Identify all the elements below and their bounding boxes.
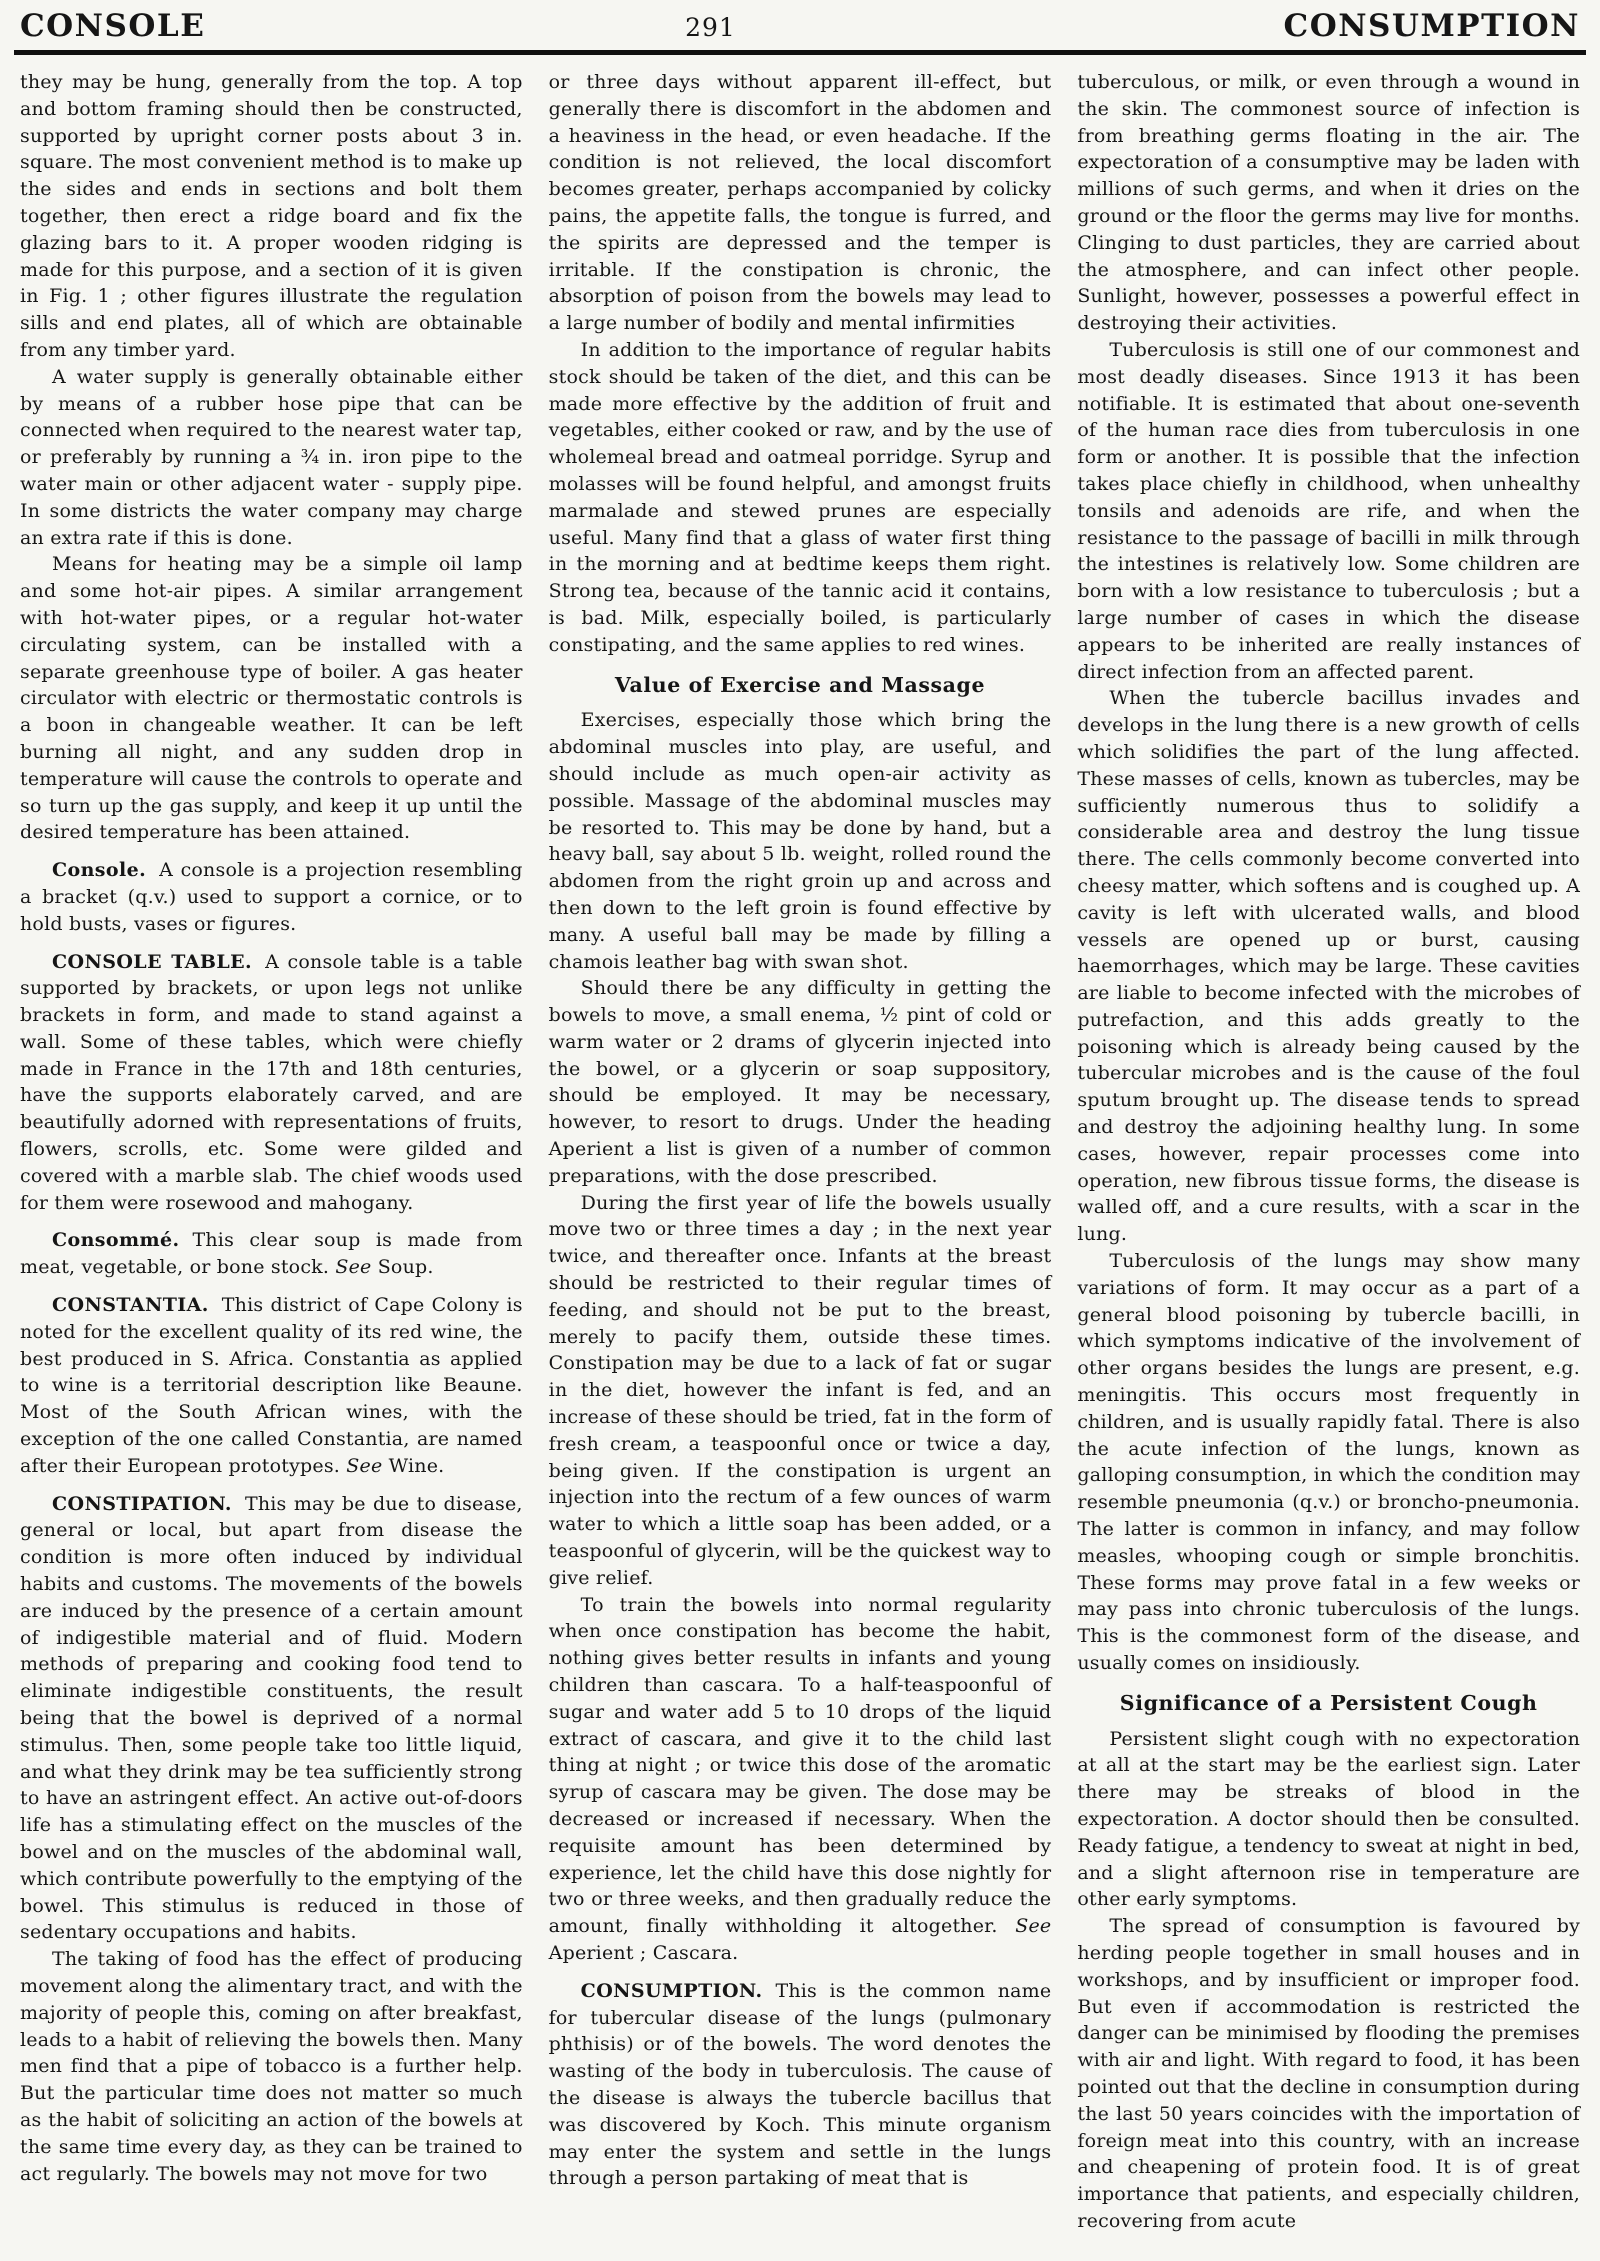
running-head <box>14 6 1586 44</box>
paragraph: Should there be any difficulty in getting the bowels to move, a small enema, ½ pint of cold or warm water or 2 drams of glycerin injected into the bowel, or a glycerin or soap suppository, should be employed. It may be necessary, however, to resort to drugs. Under the heading Aperient a list is given of a number of common preparations, with the dose prescribed. <box>548 977 1052 1187</box>
column-2 <box>549 69 1052 2235</box>
paragraph: Tuberculosis of the lungs may show many variations of form. It may occur as a part of a general blood poisoning by tubercle bacilli, in which symptoms indicative of the involvement of other organs besides the lungs are present, e.g. meningitis. This occurs most frequently in children, and is usually rapidly fatal. There is also the acute infection of the lungs, known as galloping consumption, in which the condition may resemble pneumonia (q.v.) or broncho-pneumonia. The latter is common in infancy, and may follow measles, whooping cough or simple bronchitis. These forms may prove fatal in a few weeks or may pass into chronic tuberculosis of the lungs. This is the commonest form of the disease, and usually comes on insidiously. <box>1077 1250 1581 1675</box>
entry-paragraph: Consommé. This clear soup is made from meat, vegetable, or bone stock. See Soup. <box>20 1229 523 1279</box>
entry-paragraph: Console. A console is a projection resembling a bracket (q.v.) used to support a cornice, or to hold busts, vases or figures. <box>20 859 523 935</box>
entry-paragraph: CONSTIPATION. This may be due to disease, general or local, but apart from disease the condition is more often induced by individual habits and customs. The movements of the bowels are induced by the presence of a certain amount of indigestible material and of fluid. Modern methods of preparing and cooking food tend to eliminate indigestible constituents, the result being that the bowel is deprived of a normal stimulus. Then, some people take too little liquid, and what they drink may be tea sufficiently strong to have an astringent effect. An active out-of-doors life has a stimulating effect on the muscles of the bowel and on the muscles of the abdominal wall, which contribute powerfully to the emptying of the bowel. This stimulus is reduced in those of sedentary occupations and habits. <box>20 1492 523 1944</box>
paragraph: Tuberculosis is still one of our commonest and most deadly diseases. Since 1913 it has been notifiable. It is estimated that about one-seventh of the human race dies from tuberculosis in one form or another. It is possible that the infection takes place chiefly in childhood, when unhealthy tonsils and adenoids are rife, and when the resistance to the passage of bacilli in milk through the intestines is relatively low. Some children are born with a low resistance to tuberculosis ; but a large number of cases in which the disease appears to be inherited are really instances of direct infection from an affected parent. <box>1077 338 1581 683</box>
paragraph: To train the bowels into normal regularity when once constipation has become the habit, nothing gives better results in infants and young children than cascara. To a half-teaspoonful of sugar and water add 5 to 10 drops of the liquid extract of cascara, and give it to the child last thing at night ; or twice this dose of the aromatic syrup of cascara may be given. The dose may be decreased or increased if necessary. When the requisite amount has been determined by experience, let the child have this dose nightly for two or three weeks, and then gradually reduce the amount, finally withholding it altogether. See Aperient ; Cascara. <box>548 1593 1052 1964</box>
entry-term: Consommé. <box>52 1229 180 1252</box>
entry-term: CONSTANTIA. <box>52 1294 209 1317</box>
paragraph: The taking of food has the effect of producing movement along the alimentary tract, and with the majority of people this, coming on after breakfast, leads to a habit of relieving the bowels then. Many men find that a pipe of tobacco is a further help. But the particular time does not matter so much as the habit of soliciting an action of the bowels at the same time every day, as they can be trained to act regularly. The bowels may not move for two <box>20 1948 523 2185</box>
column-3 <box>1077 69 1580 2235</box>
entry-term: CONSOLE TABLE. <box>52 950 253 973</box>
header-rule <box>14 50 1586 55</box>
entry-term: CONSUMPTION. <box>580 1979 763 2002</box>
entry-term: CONSTIPATION. <box>52 1492 232 1515</box>
page-number: 291 <box>685 13 736 42</box>
section-heading: Significance of a Persistent Cough <box>1119 1690 1538 1715</box>
entry-paragraph: CONSUMPTION. This is the common name for tubercular disease of the lungs (pulmonary phthisis) or of the bowels. The word denotes the wasting of the body in tuberculosis. The cause of the disease is always the tubercle bacillus that was discovered by Koch. This minute organism may enter the system and settle in the lungs through a person partaking of meat that is <box>548 1979 1052 2190</box>
paragraph: they may be hung, generally from the top. A top and bottom framing should then be constructed, supported by upright corner posts about 3 in. square. The most convenient method is to make up the sides and ends in sections and bolt them together, then erect a ridge board and fix the glazing bars to it. A proper wooden ridging is made for this purpose, and a section of it is given in Fig. 1 ; other figures illustrate the regulation sills and end plates, all of which are obtainable from any timber yard. <box>20 71 523 361</box>
paragraph: In addition to the importance of regular habits stock should be taken of the diet, and this can be made more effective by the addition of fruit and vegetables, either cooked or raw, and by the use of wholemeal bread and oatmeal porridge. Syrup and molasses will be found helpful, and amongst fruits marmalade and stewed prunes are especially useful. Many find that a glass of water first thing in the morning and at bedtime keeps them right. Strong tea, because of the tannic acid it contains, is bad. Milk, especially boiled, is particularly constipating, and the same applies to red wines. <box>548 338 1052 656</box>
paragraph: tuberculous, or milk, or even through a wound in the skin. The commonest source of infection is from breathing germs floating in the air. The expectoration of a consumptive may be laden with millions of such germs, and when it dries on the ground or the floor the germs may live for months. Clinging to dust particles, they are carried about the atmosphere, and can infect other people. Sunlight, however, possesses a powerful effect in destroying their activities. <box>1077 71 1581 335</box>
paragraph: The spread of consumption is favoured by herding people together in small houses and in workshops, and by insufficient or improper food. But even if accommodation is restricted the danger can be minimised by flooding the premises with air and light. With regard to food, it has been pointed out that the decline in consumption during the last 50 years coincides with the importation of foreign meat into this country, with an increase and cheapening of protein food. It is of great importance that patients, and especially children, recovering from acute <box>1077 1915 1581 2232</box>
header-right-word: CONSUMPTION <box>1283 8 1580 44</box>
column-1 <box>20 69 523 2235</box>
paragraph: or three days without apparent ill-effect, but generally there is discomfort in the abdomen and a heaviness in the head, or even headache. If the condition is not relieved, the local discomfort becomes greater, perhaps accompanied by colicky pains, the appetite falls, the tongue is furred, and the spirits are depressed and the temper is irritable. If the constipation is chronic, the absorption of poison from the bowels may lead to a large number of bodily and mental infirmities <box>548 71 1052 335</box>
paragraph: When the tubercle bacillus invades and develops in the lung there is a new growth of cells which solidifies the part of the lung affected. These masses of cells, known as tubercles, may be sufficiently numerous thus to solidify a considerable area and destroy the lung tissue there. The cells commonly become converted into cheesy matter, which softens and is coughed up. A cavity is left with ulcerated walls, and blood vessels are opened up or burst, causing haemorrhages, which may be large. These cavities are liable to become infected with the microbes of putrefaction, and this adds greatly to the poisoning which is already being caused by the tubercular microbes and is the cause of the foul sputum brought up. The disease tends to spread and destroy the adjoining healthy lung. In some cases, however, repair processes come into operation, new fibrous tissue forms, the disease is walled off, and a cure results, with a scar in the lung. <box>1077 687 1581 1246</box>
entry-paragraph: CONSTANTIA. This district of Cape Colony is noted for the excellent quality of its red wine, the best produced in S. Africa. Constantia as applied to wine is a territorial description like Beaune. Most of the South African wines, with the exception of the one called Constantia, are named after their European prototypes. See Wine. <box>20 1294 523 1477</box>
paragraph: Exercises, especially those which bring the abdominal muscles into play, are useful, and should include as much open-air activity as possible. Massage of the abdominal muscles may be resorted to. This may be done by hand, but a heavy ball, say about 5 lb. weight, rolled round the abdomen from the right groin up and across and then down to the left groin is found effective by many. A useful ball may be made by filling a chamois leather bag with swan shot. <box>548 709 1052 973</box>
paragraph: A water supply is generally obtainable either by means of a rubber hose pipe that can be connected when required to the nearest water tap, or preferably by running a ¾ in. iron pipe to the water main or other adjacent water - supply pipe. In some districts the water company may charge an extra rate if this is done. <box>20 365 523 549</box>
paragraph: Persistent slight cough with no expectoration at all at the start may be the earliest sign. Later there may be streaks of blood in the expectoration. A doctor should then be consulted. Ready fatigue, a tendency to sweat at night in bed, and a slight afternoon rise in temperature are other early symptoms. <box>1077 1727 1581 1911</box>
text-columns <box>14 67 1586 2237</box>
entry-term: Console. <box>52 859 147 882</box>
paragraph: Means for heating may be a simple oil lamp and some hot-air pipes. A similar arrangement with hot-water pipes, or a regular hot-water circulating system, can be installed with a separate greenhouse type of boiler. A gas heater circulator with electric or thermostatic controls is a boon in changeable weather. It can be left burning all night, and any sudden drop in temperature will cause the controls to operate and so turn up the gas supply, and keep it up until the desired temperature has been attained. <box>20 553 523 844</box>
section-heading: Value of Exercise and Massage <box>614 672 986 697</box>
paragraph: During the first year of life the bowels usually move two or three times a day ; in the next year twice, and thereafter once. Infants at the breast should be restricted to their regular times of feeding, and should not be put to the breast, merely to pacify them, outside these times. Constipation may be due to a lack of fat or sugar in the diet, however the infant is fed, and an increase of these should be tried, fat in the form of fresh cream, a teaspoonful once or twice a day, being given. If the constipation is urgent an injection into the rectum of a few ounces of warm water to which a little soap has been added, or a teaspoonful of glycerin, will be the quickest way to give relief. <box>548 1191 1052 1589</box>
header-left-word: CONSOLE <box>20 8 206 44</box>
entry-paragraph: CONSOLE TABLE. A console table is a table supported by brackets, or upon legs not unlike brackets in form, and made to stand against a wall. Some of these tables, which were chiefly made in France in the 17th and 18th centuries, have the supports elaborately carved, and are beautifully adorned with representations of fruits, flowers, scrolls, etc. Some were gilded and covered with a marble slab. The chief woods used for them were rosewood and mahogany. <box>20 950 523 1214</box>
